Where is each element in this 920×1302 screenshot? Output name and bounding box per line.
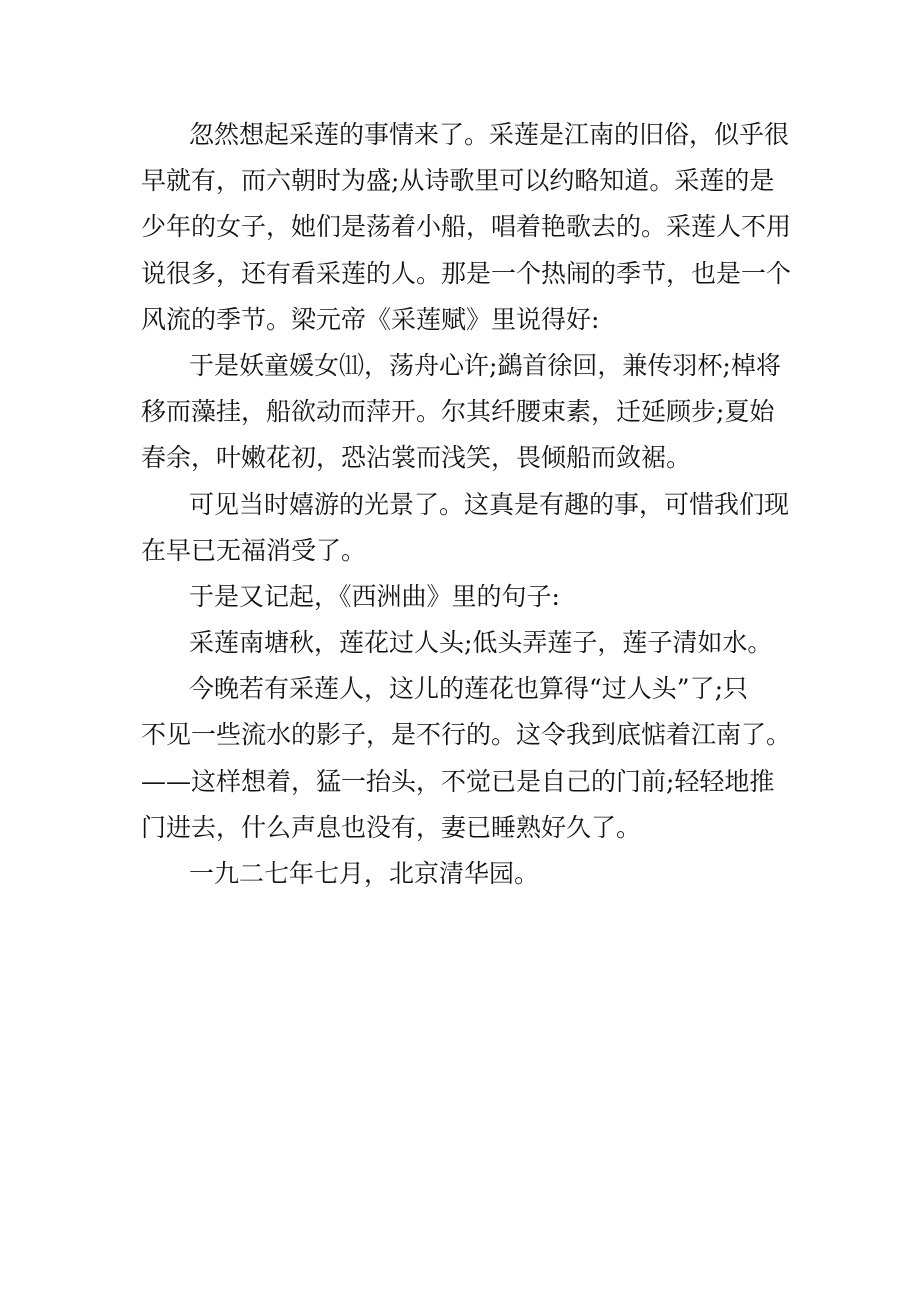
paragraph-4-line-4: 门进去，什么声息也没有，妻已睡熟好久了。: [141, 812, 642, 842]
paragraph-1-line-3: 少年的女子，她们是荡着小船，唱着艳歌去的。采莲人不用: [141, 212, 792, 242]
date-signature-line: 一九二七年七月，北京清华园。: [189, 859, 540, 888]
paragraph-1-line-2: 早就有，而六朝时为盛;从诗歌里可以约略知道。采莲的是: [141, 166, 775, 196]
essay-text: [141, 112, 791, 897]
paragraph-4-line-1: 今晚若有采莲人，这儿的莲花也算得“过人头”了;只: [189, 674, 748, 704]
quote-fu-line-2: 移而藻挂，船欲动而萍开。尔其纤腰束素，迁延顾步;夏始: [141, 397, 775, 427]
paragraph-4-line-3: ——这样想着，猛一抬头，不觉已是自己的门前;轻轻地推: [141, 766, 775, 796]
quote-fu-line-1: 于是妖童媛女⑾，荡舟心许;鷁首徐回，兼传羽杯;棹将: [189, 350, 781, 380]
paragraph-1-line-1: 忽然想起采莲的事情来了。采莲是江南的旧俗，似乎很: [189, 120, 790, 149]
paragraph-1-line-5: 风流的季节。梁元帝《采莲赋》里说得好:: [141, 304, 600, 334]
paragraph-2-line-2: 在早已无福消受了。: [141, 535, 367, 565]
paragraph-2-line-1: 可见当时嬉游的光景了。这真是有趣的事，可惜我们现: [189, 489, 790, 519]
quote-poem-line: 采莲南塘秋，莲花过人头;低头弄莲子，莲子清如水。: [189, 628, 773, 658]
paragraph-4-line-2: 不见一些流水的影子，是不行的。这令我到底惦着江南了。: [141, 720, 792, 750]
paragraph-3-line-1: 于是又记起，《西洲曲》里的句子:: [189, 581, 560, 611]
paragraph-1-line-4: 说很多，还有看采莲的人。那是一个热闹的季节，也是一个: [141, 258, 792, 288]
quote-fu-line-3: 春余，叶嫩花初，恐沾裳而浅笑，畏倾船而敛裾。: [141, 443, 692, 473]
